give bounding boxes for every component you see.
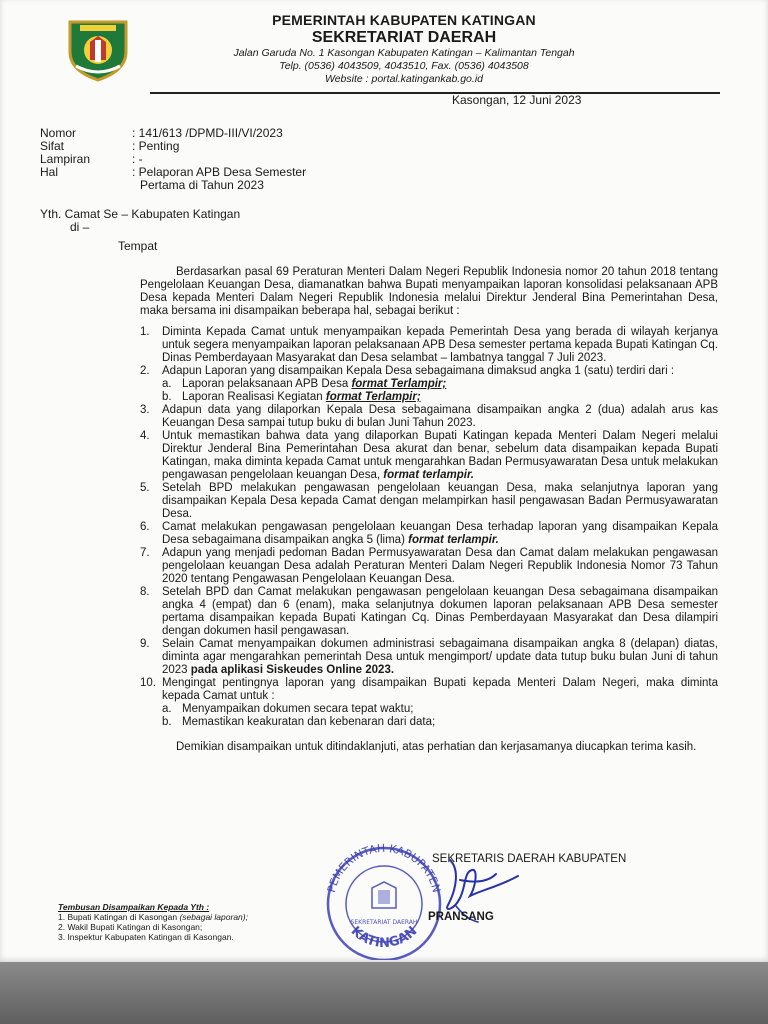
cc-item-note: (sebagai laporan); bbox=[179, 912, 248, 922]
list-item bbox=[140, 404, 718, 430]
item-text: Adapun data yang dilaporkan Kepala Desa sebagaimana disampaikan angka 2 (dua) adalah arus kas Keuangan Desa sampai tutup buku di bulan Juni Tahun 2023. bbox=[162, 404, 718, 429]
item-number: 8. bbox=[140, 586, 150, 598]
signatory-name: PRANSANG bbox=[428, 911, 494, 923]
list-item bbox=[140, 430, 718, 482]
list-item bbox=[140, 586, 718, 638]
place-date: Kasongan, 12 Juni 2023 bbox=[452, 93, 582, 107]
addressee-line: Tempat bbox=[118, 239, 158, 253]
item-text: Untuk memastikan bahwa data yang dilaporkan Bupati Katingan kepada Menteri Dalam Negeri melalui Direktur Jenderal Bina Pemerintahan Desa akurat dan benar, sebelum data disampaikan kepada Bupati Katingan, maka diminta kepada Camat untuk mengarahkan Badan Permusyawaratan Desa untuk melakukan pengawasan pengelolaan keuangan Desa, bbox=[162, 430, 718, 481]
office-phone: Telp. (0536) 4043509, 4043510, Fax. (0536) 4043508 bbox=[279, 60, 529, 72]
meta-value-continued: Pertama di Tahun 2023 bbox=[140, 178, 264, 192]
item-text: Setelah BPD dan Camat melakukan pengawasan pengelolaan keuangan Desa sebagaimana disampaikan angka 4 (empat) dan 6 (enam), maka selanjutnya dokumen laporan pelaksanaan APB Desa semester pertama disampaikan kepada Bupati Katingan Cq. Dinas Pemberdayaan Masyarakat dan Desa dilampiri dengan dokumen hasil pengawasan. bbox=[162, 586, 718, 637]
list-item bbox=[140, 638, 718, 677]
meta-value: : Penting bbox=[132, 139, 180, 153]
item-text: Setelah BPD melakukan pengawasan pengelolaan keuangan Desa, maka selanjutnya laporan yang disampaikan Kepala Desa kepada Camat dengan melampirkan hasil pengawasan Badan Permusyawaratan Desa. bbox=[162, 482, 718, 520]
sub-item bbox=[162, 391, 718, 404]
item-text: Selain Camat menyampaikan dokumen administrasi sebagaimana disampaikan angka 8 (delapan) diatas, diminta agar mengarahkan pemerintah Desa untuk mengimport/ update data tutup buku bulan Juni di tahun 2023 bbox=[162, 638, 718, 676]
item-number: 6. bbox=[140, 521, 150, 533]
item-number: 2. bbox=[140, 365, 150, 377]
meta-value: : Pelaporan APB Desa Semester bbox=[132, 165, 307, 179]
list-item bbox=[140, 547, 718, 586]
sub-item-text: Laporan pelaksanaan APB Desa bbox=[182, 378, 352, 390]
closing-paragraph: Demikian disampaikan untuk ditindaklanjuti, atas perhatian dan kerjasamanya diucapkan terima kasih. bbox=[176, 741, 697, 753]
meta-value: : - bbox=[132, 152, 143, 166]
svg-text:KATINGAN: KATINGAN bbox=[347, 923, 421, 951]
svg-text:SEKRETARIAT DAERAH: SEKRETARIAT DAERAH bbox=[350, 919, 418, 926]
item-number: 5. bbox=[140, 482, 150, 494]
office-name: SEKRETARIAT DAERAH bbox=[311, 29, 497, 46]
item-text: Camat melakukan pengawasan pengelolaan keuangan Desa terhadap laporan yang disampaikan Kepala Desa sebagaimana disampaikan angka 5 (lima) bbox=[162, 521, 718, 546]
list-item bbox=[140, 521, 718, 547]
item-number: 1. bbox=[140, 326, 150, 338]
sub-item-letter: a. bbox=[162, 378, 172, 390]
sub-item-letter: b. bbox=[162, 391, 172, 403]
scan-background bbox=[0, 962, 768, 1024]
sub-item-text: Memastikan keakuratan dan kebenaran dari data; bbox=[182, 716, 436, 728]
intro-paragraph: Berdasarkan pasal 69 Peraturan Menteri Dalam Negeri Republik Indonesia nomor 20 tahun 2018 tentang Pengelolaan Keuangan Desa, diamanatkan bahwa Bupati menyampaikan laporan konsolidasi pelaksanaan APB Desa kepada Menteri Dalam Negeri Republik Indonesia melalui Direktur Jenderal Bina Pemerintahan Desa, maka bersama ini disampaikan beberapa hal, sebagai berikut : bbox=[140, 266, 718, 317]
letter-body bbox=[140, 266, 718, 754]
list-item bbox=[140, 482, 718, 521]
meta-row bbox=[40, 179, 306, 192]
format-note: format terlampir. bbox=[383, 469, 474, 481]
meta-key: Lampiran bbox=[40, 152, 91, 166]
sub-item-text: Menyampaikan dokumen secara tepat waktu; bbox=[182, 703, 414, 715]
meta-key: Hal bbox=[40, 165, 59, 179]
list-item bbox=[140, 365, 718, 404]
sub-item-letter: b. bbox=[162, 716, 172, 728]
letterhead bbox=[150, 12, 658, 86]
addressee-line: di – bbox=[70, 220, 90, 234]
list-item bbox=[140, 326, 718, 365]
cc-item: 2. Wakil Bupati Katingan di Kasongan; bbox=[58, 922, 203, 932]
item-number: 9. bbox=[140, 638, 150, 650]
item-text: Adapun yang menjadi pedoman Badan Permusyawaratan Desa dan Camat dalam melakukan pengawasan pengelolaan keuangan Desa adalah Peraturan Menteri Dalam Negeri Republik Indonesia Nomor 73 Tahun 2020 tentang Pengawasan Pengelolaan Keuangan Desa. bbox=[162, 547, 718, 585]
copy-recipients bbox=[58, 902, 248, 942]
cc-heading: Tembusan Disampaikan Kepada Yth : bbox=[58, 902, 210, 912]
sub-item bbox=[162, 378, 718, 391]
svg-text:PEMERINTAH KABUPATEN: PEMERINTAH KABUPATEN bbox=[324, 841, 444, 894]
item-text: Diminta Kepada Camat untuk menyampaikan kepada Pemerintah Desa yang berada di wilayah kerjanya untuk segera menyampaikan laporan pelaksanaan APB Desa semester pertama kepada Bupati Katingan Cq. Dinas Pemberdayaan Masyarakat dan Desa selambat – lambatnya tanggal 7 Juli 2023. bbox=[162, 326, 718, 364]
cc-item: 1. Bupati Katingan di Kasongan (sebagai laporan); bbox=[58, 912, 248, 922]
sub-item-text: Laporan Realisasi Kegiatan bbox=[182, 391, 326, 403]
sub-item bbox=[162, 716, 718, 729]
item-number: 10. bbox=[140, 677, 156, 689]
meta-value: : 141/613 /DPMD-III/VI/2023 bbox=[132, 126, 283, 140]
sub-item bbox=[162, 703, 718, 716]
format-note: format terlampir. bbox=[408, 534, 499, 546]
meta-key: Nomor bbox=[40, 126, 77, 140]
format-note: format Terlampir; bbox=[325, 391, 421, 403]
item-number: 4. bbox=[140, 430, 150, 442]
item-number: 3. bbox=[140, 404, 150, 416]
signatory-title: SEKRETARIS DAERAH KABUPATEN bbox=[432, 853, 627, 865]
list-item bbox=[140, 677, 718, 729]
addressee-line: Yth. Camat Se – Kabupaten Katingan bbox=[40, 207, 241, 221]
government-name: PEMERINTAH KABUPATEN KATINGAN bbox=[272, 12, 536, 28]
instruction-list bbox=[140, 326, 718, 729]
item-text: Mengingat pentingnya laporan yang disampaikan Bupati kepada Menteri Dalam Negeri, maka diminta kepada Camat untuk : bbox=[162, 677, 718, 702]
addressee bbox=[40, 208, 240, 253]
office-address: Jalan Garuda No. 1 Kasongan Kabupaten Katingan – Kalimantan Tengah bbox=[233, 47, 575, 59]
sub-item-letter: a. bbox=[162, 703, 172, 715]
item-number: 7. bbox=[140, 547, 150, 559]
cc-item: 3. Inspektur Kabupaten Katingan di Kasongan. bbox=[58, 932, 234, 942]
office-website: Website : portal.katingankab.go.id bbox=[325, 73, 483, 85]
format-note: format Terlampir; bbox=[351, 378, 447, 390]
letter-metadata bbox=[40, 127, 306, 192]
app-note: pada aplikasi Siskeudes Online 2023. bbox=[190, 664, 395, 676]
letterhead-divider bbox=[150, 92, 720, 94]
regency-emblem-icon bbox=[64, 18, 132, 82]
item-text: Adapun Laporan yang disampaikan Kepala Desa sebagaimana dimaksud angka 1 (satu) terdiri dari : bbox=[162, 365, 675, 377]
meta-key: Sifat bbox=[40, 139, 65, 153]
